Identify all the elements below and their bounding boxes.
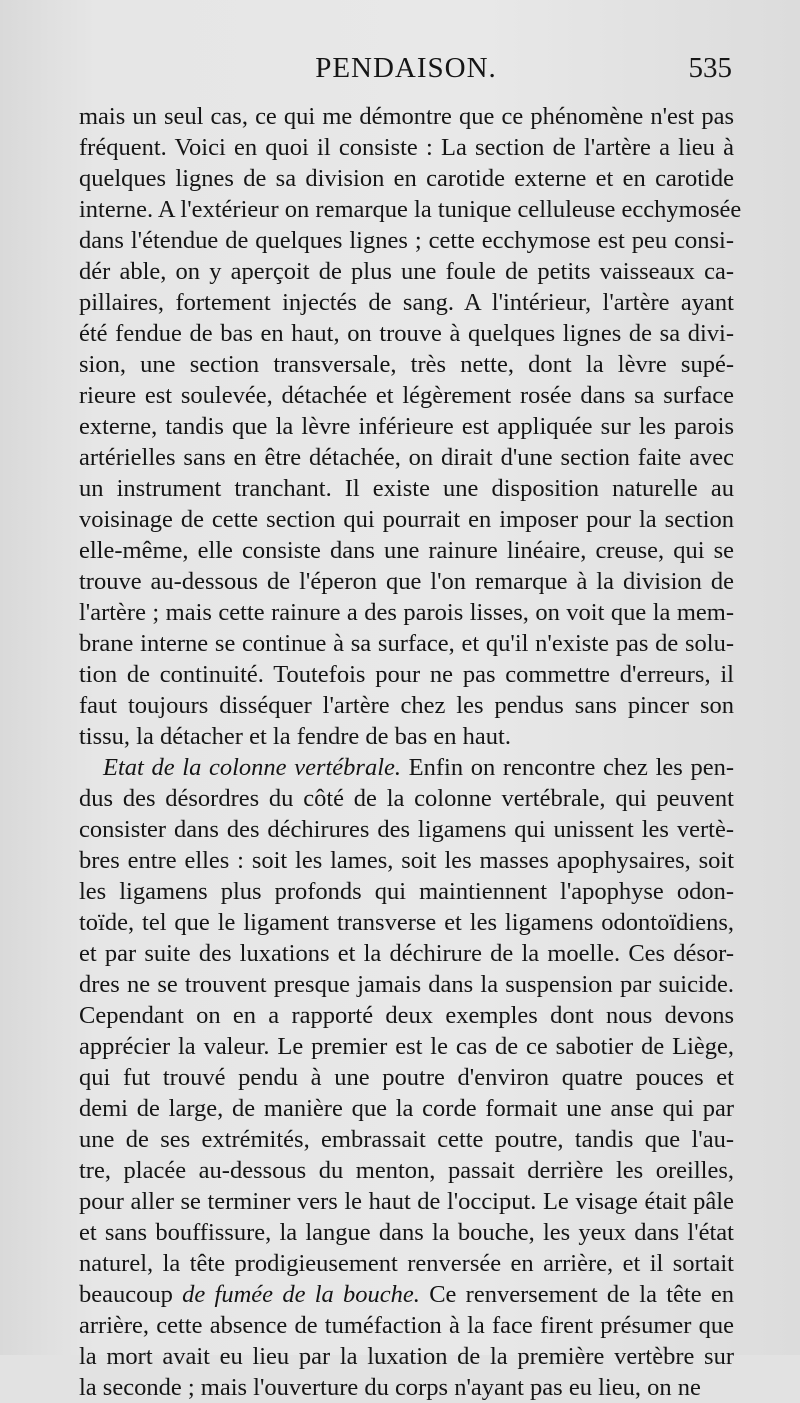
text-line [79, 504, 734, 535]
text-line [79, 752, 734, 783]
text-line [79, 442, 734, 473]
text-segment: arrière, cette absence de tuméfaction à la face firent présumer que [79, 1312, 734, 1339]
text-line [79, 535, 734, 566]
text-segment: dér able, on y aperçoit de plus une foule de petits vaisseaux ca- [79, 258, 734, 285]
text-line [79, 194, 742, 225]
text-line [79, 1031, 734, 1062]
text-line [79, 814, 734, 845]
text-segment: la seconde ; mais l'ouverture du corps n'ayant pas eu lieu, on ne [79, 1374, 701, 1401]
text-segment: brane interne se continue à sa surface, et qu'il n'existe pas de solu- [79, 630, 734, 657]
text-segment: sion, une section transversale, très nette, dont la lèvre supé- [79, 351, 734, 378]
page-header [80, 52, 732, 92]
text-line [79, 163, 734, 194]
text-line [79, 1093, 734, 1124]
text-segment: dres ne se trouvent presque jamais dans la suspension par suicide. [79, 971, 734, 998]
text-segment: fréquent. Voici en quoi il consiste : La section de l'artère a lieu à [79, 134, 734, 161]
text-segment: faut toujours disséquer l'artère chez les pendus sans pincer son [79, 692, 734, 719]
text-segment: externe, tandis que la lèvre inférieure est appliquée sur les parois [79, 413, 734, 440]
text-segment: bres entre elles : soit les lames, soit les masses apophysaires, soit [79, 847, 734, 874]
text-segment: et sans bouffissure, la langue dans la bouche, les yeux dans l'état [79, 1219, 734, 1246]
text-line [79, 845, 734, 876]
text-segment: elle-même, elle consiste dans une rainure linéaire, creuse, qui se [79, 537, 734, 564]
text-line [79, 1372, 734, 1403]
text-segment: Enfin on rencontre chez les pen- [401, 754, 734, 781]
text-line [79, 876, 734, 907]
text-segment: mais un seul cas, ce qui me démontre que ce phénomène n'est pas [79, 103, 734, 130]
text-line [79, 659, 734, 690]
text-segment: beaucoup [79, 1281, 183, 1308]
text-segment: les ligamens plus profonds qui maintiennent l'apophyse odon- [79, 878, 734, 905]
text-segment: qui fut trouvé pendu à une poutre d'environ quatre pouces et [79, 1064, 734, 1091]
text-segment: tissu, la détacher et la fendre de bas en haut. [79, 723, 511, 750]
text-line [79, 597, 734, 628]
text-line [79, 1248, 734, 1279]
text-segment: consister dans des déchirures des ligamens qui unissent les vertè- [79, 816, 734, 843]
text-segment: artérielles sans en être détachée, on dirait d'une section faite avec [79, 444, 734, 471]
text-line [79, 225, 734, 256]
text-segment: dans l'étendue de quelques lignes ; cette ecchymose est peu consi- [79, 227, 734, 254]
text-line [79, 721, 734, 752]
text-line [79, 628, 734, 659]
text-segment: toïde, tel que le ligament transverse et les ligamens odontoïdiens, [79, 909, 734, 936]
text-line [79, 1217, 734, 1248]
text-segment: dus des désordres du côté de la colonne vertébrale, qui peuvent [79, 785, 734, 812]
text-segment: de fumée de la bouche. [182, 1281, 420, 1308]
page-number: 535 [688, 52, 732, 84]
text-line [79, 1124, 734, 1155]
text-line [79, 690, 734, 721]
text-line [79, 566, 734, 597]
text-segment: rieure est soulevée, détachée et légèrement rosée dans sa surface [79, 382, 734, 409]
text-segment: naturel, la tête prodigieusement renversée en arrière, et il sortait [79, 1250, 734, 1277]
text-segment: la mort avait eu lieu par la luxation de la première vertèbre sur [79, 1343, 734, 1370]
text-segment: et par suite des luxations et la déchirure de la moelle. Ces désor- [79, 940, 734, 967]
text-line [79, 1310, 734, 1341]
text-line [79, 287, 734, 318]
text-segment: apprécier la valeur. Le premier est le cas de ce sabotier de Liège, [79, 1033, 734, 1060]
text-line [79, 101, 734, 132]
text-segment: interne. A l'extérieur on remarque la tunique celluleuse ecchymosée [79, 196, 742, 223]
text-line [79, 1341, 734, 1372]
text-line [79, 907, 734, 938]
text-segment: voisinage de cette section qui pourrait en imposer pour la section [79, 506, 734, 533]
text-line [79, 132, 734, 163]
text-segment: Ce renversement de la tête en [419, 1281, 735, 1308]
text-segment: tre, placée au-dessous du menton, passait derrière les oreilles, [79, 1157, 734, 1184]
text-line [79, 380, 734, 411]
text-segment: quelques lignes de sa division en carotide externe et en carotide [79, 165, 734, 192]
text-segment: tion de continuité. Toutefois pour ne pas commettre d'erreurs, il [79, 661, 734, 688]
running-title: PENDAISON. [315, 52, 497, 84]
text-segment: été fendue de bas en haut, on trouve à quelques lignes de sa divi- [79, 320, 734, 347]
text-line [79, 1000, 734, 1031]
text-segment: demi de large, de manière que la corde formait une anse qui par [79, 1095, 734, 1122]
text-line [79, 783, 734, 814]
text-line [79, 969, 734, 1000]
text-segment: une de ses extrémités, embrassait cette poutre, tandis que l'au- [79, 1126, 734, 1153]
text-segment: Cependant on en a rapporté deux exemples dont nous devons [79, 1002, 734, 1029]
text-line [79, 1062, 734, 1093]
text-line [79, 473, 734, 504]
text-line [79, 256, 734, 287]
text-segment: pillaires, fortement injectés de sang. A l'intérieur, l'artère ayant [79, 289, 734, 316]
text-line [79, 411, 734, 442]
text-line [79, 1279, 734, 1310]
text-segment: l'artère ; mais cette rainure a des parois lisses, on voit que la mem- [79, 599, 734, 626]
text-line [79, 1186, 734, 1217]
text-line [79, 1155, 734, 1186]
text-segment: un instrument tranchant. Il existe une disposition naturelle au [79, 475, 734, 502]
text-segment: Etat de la colonne vertébrale. [103, 754, 401, 781]
text-segment: pour aller se terminer vers le haut de l'occiput. Le visage était pâle [79, 1188, 734, 1215]
body-text [79, 101, 742, 1403]
text-line [79, 349, 734, 380]
text-line [79, 318, 734, 349]
text-segment: trouve au-dessous de l'éperon que l'on remarque à la division de [79, 568, 734, 595]
text-line [79, 938, 734, 969]
